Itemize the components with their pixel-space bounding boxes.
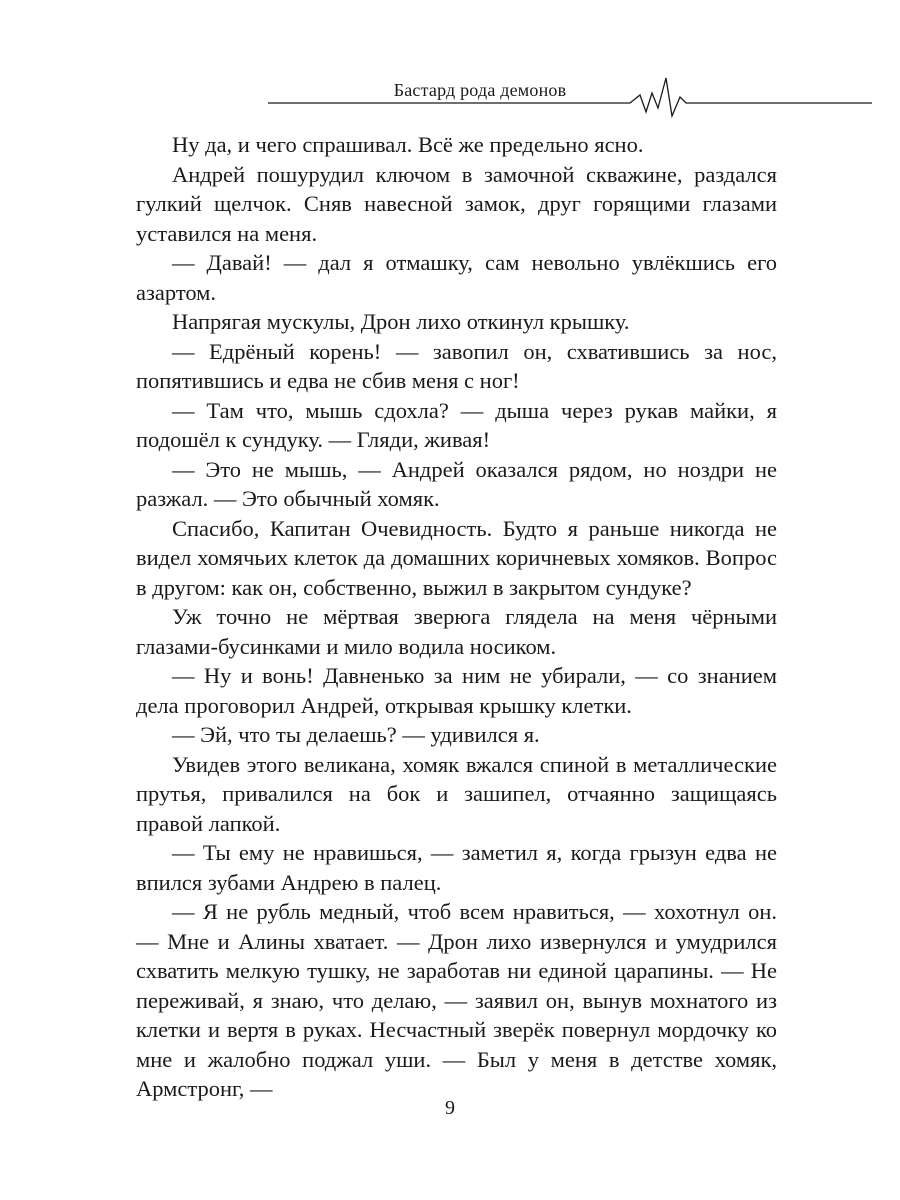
- paragraph: — Давай! — дал я отмашку, сам невольно увлёкшись его азартом.: [136, 250, 777, 305]
- running-header: [0, 0, 900, 130]
- page-body: [136, 130, 777, 1104]
- header-title: Бастард рода демонов: [393, 80, 567, 100]
- paragraph: Спасибо, Капитан Очевидность. Будто я раньше никогда не видел хомячьих клеток да домашних коричневых хомяков. Вопрос в другом: как он, собственно, выжил в закрытом сундуке?: [136, 515, 777, 600]
- paragraph: Уж точно не мёртвая зверюга глядела на меня чёрными глазами-бусинками и мило водила носиком.: [136, 604, 777, 659]
- header-rule-heartbeat: [0, 0, 900, 130]
- page-number: 9: [445, 1097, 455, 1119]
- paragraph: — Это не мышь, — Андрей оказался рядом, но ноздри не разжал. — Это обычный хомяк.: [136, 456, 777, 511]
- paragraph: Ну да, и чего спрашивал. Всё же предельно ясно.: [172, 132, 644, 157]
- paragraph: — Ну и вонь! Давненько за ним не убирали, — со знанием дела проговорил Андрей, открывая крышку клетки.: [136, 663, 777, 718]
- paragraph: — Едрёный корень! — завопил он, схватившись за нос, попятившись и едва не сбив меня с ног!: [136, 338, 777, 393]
- paragraph: Напрягая мускулы, Дрон лихо откинул крышку.: [172, 309, 630, 334]
- paragraph: Андрей пошурудил ключом в замочной скважине, раздался гулкий щелчок. Сняв навесной замок, друг горящими глазами уставился на меня.: [136, 161, 777, 246]
- paragraph: Увидев этого великана, хомяк вжался спиной в металлические прутья, привалился на бок и зашипел, отчаянно защищаясь правой лапкой.: [136, 751, 777, 836]
- paragraph: — Я не рубль медный, чтоб всем нравиться, — хохотнул он. — Мне и Алины хватает. — Дрон лихо извернулся и умудрился схватить мелкую тушку, не заработав ни единой царапины. — Не переживай, я знаю, что делаю, — заявил он, вынув мохнатого из клетки и вертя в руках. Несчастный зверёк повернул мордочку ко мне и жалобно поджал уши. — Был у меня в детстве хомяк, Армстронг, —: [136, 899, 777, 1101]
- paragraph: — Ты ему не нравишься, — заметил я, когда грызун едва не впился зубами Андрею в палец.: [136, 840, 777, 895]
- paragraph: — Эй, что ты делаешь? — удивился я.: [172, 722, 540, 747]
- paragraph: — Там что, мышь сдохла? — дыша через рукав майки, я подошёл к сундуку. — Гляди, живая!: [136, 397, 777, 452]
